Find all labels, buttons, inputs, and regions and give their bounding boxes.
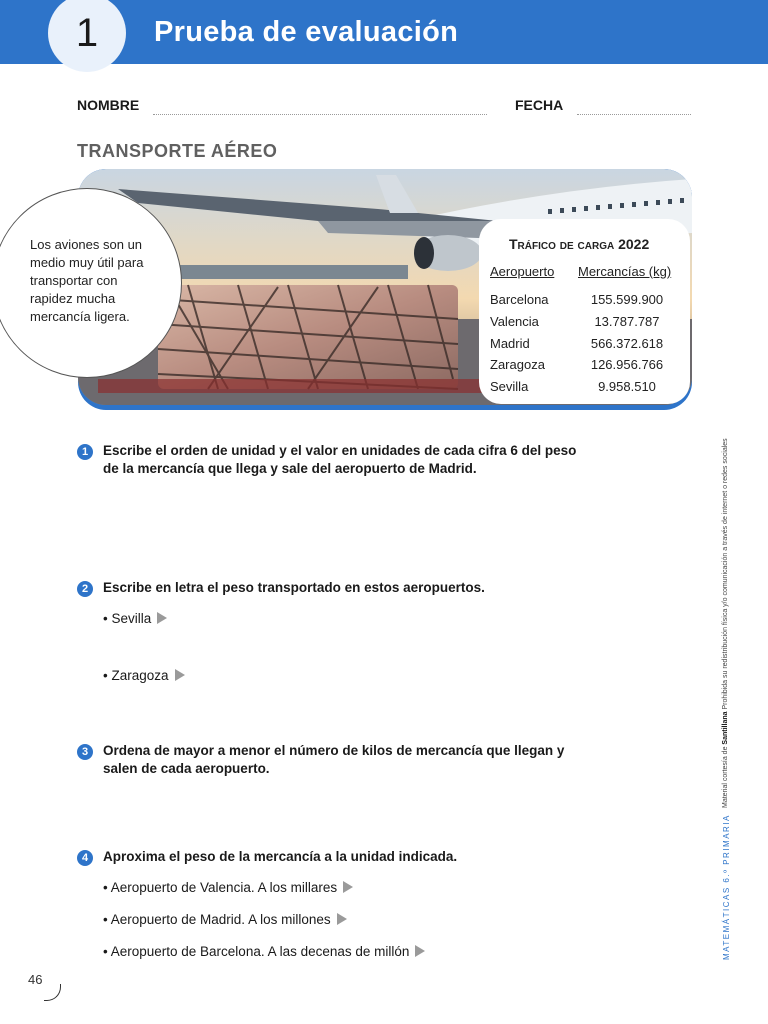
answer-item <box>103 912 347 927</box>
question-number-badge: 1 <box>77 444 93 460</box>
table-cell-airport: Barcelona <box>490 292 549 307</box>
table-cell-amount: 566.372.618 <box>590 336 664 351</box>
subject-label: MATEMÁTICAS 6.º PRIMARIA <box>722 814 731 960</box>
question-4-text: Aproxima el peso de la mercancía a la unidad indicada. <box>103 849 458 864</box>
answer-item <box>103 944 425 959</box>
copyright-notice <box>722 438 729 808</box>
date-field[interactable] <box>577 104 691 115</box>
table-cell-airport: Zaragoza <box>490 357 545 372</box>
question-3-text: Ordena de mayor a menor el número de kilos de mercancía que llegan y salen de cada aeropuerto. <box>103 743 565 776</box>
question-2-text: Escribe en letra el peso transportado en estos aeropuertos. <box>103 580 485 595</box>
copyright-prefix: Material cortesía de <box>722 746 729 808</box>
arrow-right-icon <box>415 945 425 957</box>
table-cell-amount: 9.958.510 <box>598 379 656 394</box>
section-title: TRANSPORTE AÉREO <box>77 141 278 161</box>
cargo-table-title: Tráfico de carga 2022 <box>509 236 650 252</box>
answer-item-label: • Sevilla <box>103 611 152 626</box>
page-corner-curve <box>44 984 61 1001</box>
table-cell-amount: 155.599.900 <box>590 292 664 307</box>
question-number-badge: 2 <box>77 581 93 597</box>
arrow-right-icon <box>175 669 185 681</box>
arrow-right-icon <box>157 612 167 624</box>
table-cell-airport: Madrid <box>490 336 530 351</box>
table-cell-airport: Sevilla <box>490 379 529 394</box>
arrow-right-icon <box>337 913 347 925</box>
info-bubble-text: Los aviones son un medio muy útil para transportar con rapidez mucha mercancía ligera. <box>30 237 144 324</box>
answer-item <box>103 880 353 895</box>
answer-item <box>103 611 167 626</box>
name-label: NOMBRE <box>77 97 140 113</box>
answer-item <box>103 668 185 683</box>
name-field[interactable] <box>153 104 487 115</box>
question-number-badge: 4 <box>77 850 93 866</box>
answer-item-label: • Aeropuerto de Barcelona. A las decenas de millón <box>103 944 410 959</box>
answer-item-label: • Aeropuerto de Valencia. A los millares <box>103 880 338 895</box>
column-header-cargo: Mercancías (kg) <box>578 264 672 279</box>
table-cell-amount: 126.956.766 <box>590 357 664 372</box>
page-number: 46 <box>28 972 43 987</box>
unit-number-badge: 1 <box>48 0 126 72</box>
column-header-airport: Aeropuerto <box>490 264 555 279</box>
arrow-right-icon <box>343 881 353 893</box>
copyright-suffix: Prohibida su redistribución física y/o comunicación a través de internet o redes sociales <box>722 438 729 710</box>
question-number-badge: 3 <box>77 744 93 760</box>
question-1-text: Escribe el orden de unidad y el valor en unidades de cada cifra 6 del peso de la mercancía que llega y sale del aeropuerto de Madrid. <box>103 443 577 476</box>
answer-item-label: • Aeropuerto de Madrid. A los millones <box>103 912 331 927</box>
publisher-name: Santillana <box>722 711 729 745</box>
table-cell-airport: Valencia <box>490 314 539 329</box>
page-title: Prueba de evaluación <box>154 16 459 48</box>
answer-item-label: • Zaragoza <box>103 668 169 683</box>
table-cell-amount: 13.787.787 <box>594 314 660 329</box>
date-label: FECHA <box>515 97 564 113</box>
